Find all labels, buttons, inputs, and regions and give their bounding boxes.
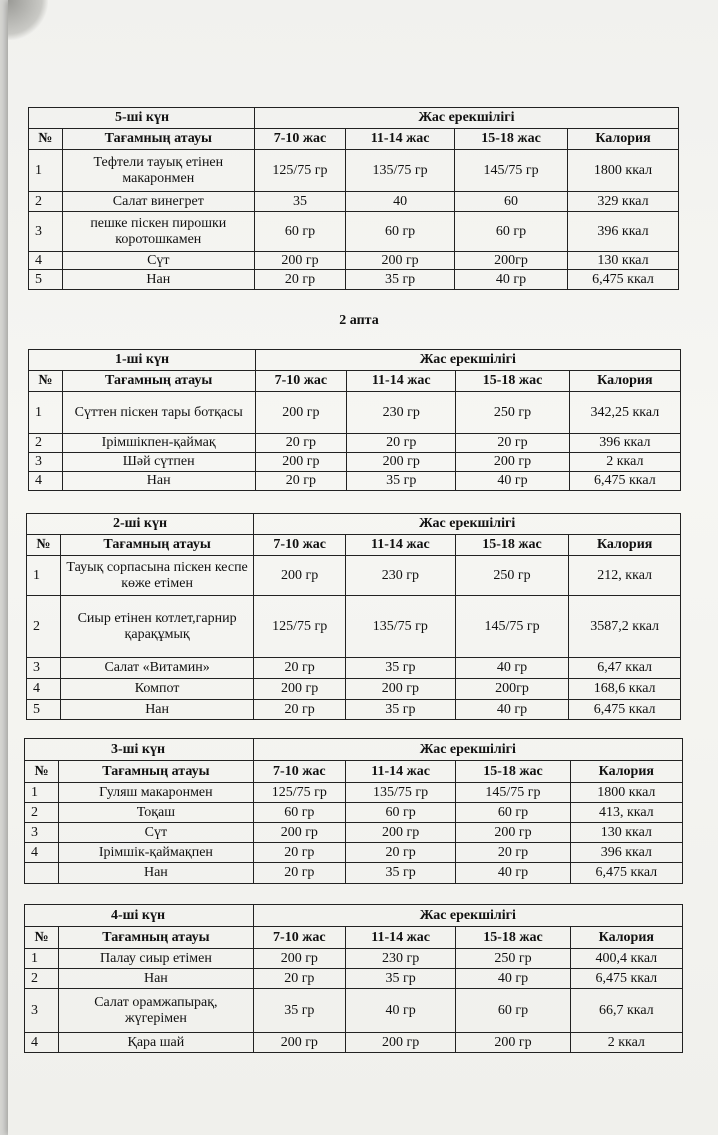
portion-15-18: 145/75 гр xyxy=(455,596,569,658)
table-row xyxy=(29,252,679,270)
calories: 6,475 ккал xyxy=(569,472,680,491)
dish-header: Тағамның атауы xyxy=(62,371,255,392)
dish-name: Салат орамжапырақ, жүгерімен xyxy=(59,989,254,1033)
portion-15-18: 250 гр xyxy=(455,556,569,596)
table-row xyxy=(29,472,681,491)
row-num: 2 xyxy=(29,192,63,212)
table-row xyxy=(25,803,683,823)
portion-7-10: 200 гр xyxy=(253,1033,345,1053)
portion-11-14: 60 гр xyxy=(345,803,455,823)
column-header-row xyxy=(29,129,679,150)
dish-name: Ірімшік-қаймақпен xyxy=(59,843,254,863)
calories: 6,475 ккал xyxy=(570,863,682,884)
dish-name: Компот xyxy=(60,679,253,700)
portion-11-14: 35 гр xyxy=(346,658,456,679)
table-row xyxy=(27,596,681,658)
portion-7-10: 125/75 гр xyxy=(254,150,345,192)
column-header-row xyxy=(25,927,683,949)
calories: 329 ккал xyxy=(568,192,679,212)
portion-15-18: 200гр xyxy=(455,679,569,700)
dish-name: Қара шай xyxy=(59,1033,254,1053)
portion-7-10: 20 гр xyxy=(255,472,346,491)
age-15-18-header: 15-18 жас xyxy=(456,761,570,783)
row-num: 5 xyxy=(29,270,63,290)
portion-15-18: 60 гр xyxy=(456,803,570,823)
portion-15-18: 40 гр xyxy=(456,472,569,491)
portion-11-14: 200 гр xyxy=(345,823,455,843)
portion-7-10: 35 гр xyxy=(253,989,345,1033)
dish-name: Сүт xyxy=(59,823,254,843)
portion-7-10: 35 xyxy=(254,192,345,212)
portion-7-10: 20 гр xyxy=(254,658,346,679)
portion-7-10: 20 гр xyxy=(253,863,345,884)
day-label: 2-ші күн xyxy=(27,514,254,535)
age-11-14-header: 11-14 жас xyxy=(346,129,455,150)
row-num: 1 xyxy=(27,556,61,596)
dish-name: Сүттен піскен тары ботқасы xyxy=(62,392,255,434)
table-row xyxy=(27,658,681,679)
age-group-header: Жас ерекшілігі xyxy=(255,350,680,371)
calories: 130 ккал xyxy=(568,252,679,270)
age-15-18-header: 15-18 жас xyxy=(455,129,568,150)
calorie-header: Калория xyxy=(569,535,681,556)
row-num: 3 xyxy=(25,989,59,1033)
portion-11-14: 200 гр xyxy=(346,252,455,270)
dish-header: Тағамның атауы xyxy=(59,761,254,783)
table-row xyxy=(25,823,683,843)
table-row xyxy=(29,270,679,290)
menu-table-day xyxy=(28,107,679,290)
calories: 396 ккал xyxy=(568,212,679,252)
portion-7-10: 200 гр xyxy=(254,679,346,700)
menu-table-day xyxy=(24,738,683,884)
age-15-18-header: 15-18 жас xyxy=(455,535,569,556)
portion-15-18: 145/75 гр xyxy=(456,783,570,803)
portion-7-10: 200 гр xyxy=(254,556,346,596)
row-num: 4 xyxy=(25,843,59,863)
row-num: 1 xyxy=(25,783,59,803)
column-header-row xyxy=(29,371,681,392)
dish-header: Тағамның атауы xyxy=(62,129,254,150)
table-header-row xyxy=(29,108,679,129)
table-row xyxy=(29,392,681,434)
age-7-10-header: 7-10 жас xyxy=(254,535,346,556)
dish-header: Тағамның атауы xyxy=(60,535,253,556)
row-num: 3 xyxy=(29,453,63,472)
age-15-18-header: 15-18 жас xyxy=(456,371,569,392)
portion-11-14: 135/75 гр xyxy=(345,783,455,803)
table-header-row xyxy=(25,739,683,761)
portion-7-10: 200 гр xyxy=(253,823,345,843)
portion-7-10: 125/75 гр xyxy=(254,596,346,658)
portion-11-14: 40 xyxy=(346,192,455,212)
row-num: 2 xyxy=(29,434,63,453)
age-11-14-header: 11-14 жас xyxy=(345,761,455,783)
calories: 400,4 ккал xyxy=(570,949,682,969)
portion-15-18: 200гр xyxy=(455,252,568,270)
portion-7-10: 60 гр xyxy=(254,212,345,252)
age-7-10-header: 7-10 жас xyxy=(255,371,346,392)
dish-name: Палау сиыр етімен xyxy=(59,949,254,969)
row-num: 4 xyxy=(25,1033,59,1053)
dish-name: Гуляш макаронмен xyxy=(59,783,254,803)
portion-15-18: 60 гр xyxy=(455,212,568,252)
portion-11-14: 200 гр xyxy=(346,679,456,700)
portion-15-18: 200 гр xyxy=(456,453,569,472)
day-label: 3-ші күн xyxy=(25,739,254,761)
dish-name: Нан xyxy=(60,700,253,720)
portion-15-18: 40 гр xyxy=(456,863,570,884)
portion-11-14: 35 гр xyxy=(347,472,456,491)
age-11-14-header: 11-14 жас xyxy=(345,927,455,949)
calories: 396 ккал xyxy=(569,434,680,453)
age-7-10-header: 7-10 жас xyxy=(254,129,345,150)
menu-table-day xyxy=(26,513,681,720)
table-row xyxy=(25,863,683,884)
dish-name: Салат винегрет xyxy=(62,192,254,212)
row-num: 4 xyxy=(29,252,63,270)
dish-name: Тауық сорпасына піскен кеспе көже етімен xyxy=(60,556,253,596)
row-num: 1 xyxy=(25,949,59,969)
portion-7-10: 20 гр xyxy=(254,700,346,720)
table-row xyxy=(29,212,679,252)
portion-11-14: 135/75 гр xyxy=(346,150,455,192)
portion-11-14: 230 гр xyxy=(347,392,456,434)
paper-corner-shadow xyxy=(8,0,48,40)
portion-15-18: 200 гр xyxy=(456,823,570,843)
table-row xyxy=(25,1033,683,1053)
portion-15-18: 60 xyxy=(455,192,568,212)
dish-name: Шәй сүтпен xyxy=(62,453,255,472)
row-num xyxy=(25,863,59,884)
row-num: 2 xyxy=(25,803,59,823)
dish-name: Тоқаш xyxy=(59,803,254,823)
calories: 6,475 ккал xyxy=(568,270,679,290)
table-row xyxy=(25,969,683,989)
portion-11-14: 230 гр xyxy=(345,949,455,969)
age-group-header: Жас ерекшілігі xyxy=(253,905,682,927)
portion-11-14: 230 гр xyxy=(346,556,456,596)
dish-name: Тефтели тауық етінен макаронмен xyxy=(62,150,254,192)
age-group-header: Жас ерекшілігі xyxy=(254,108,678,129)
calories: 2 ккал xyxy=(569,453,680,472)
portion-7-10: 60 гр xyxy=(253,803,345,823)
portion-15-18: 40 гр xyxy=(455,700,569,720)
table-header-row xyxy=(27,514,681,535)
table-row xyxy=(29,150,679,192)
table-row xyxy=(25,843,683,863)
column-header-row xyxy=(27,535,681,556)
day-label: 1-ші күн xyxy=(29,350,256,371)
day-label: 5-ші күн xyxy=(29,108,255,129)
portion-15-18: 145/75 гр xyxy=(455,150,568,192)
dish-name: Нан xyxy=(62,270,254,290)
menu-table-day xyxy=(24,904,683,1053)
row-num: 3 xyxy=(25,823,59,843)
table-header-row xyxy=(25,905,683,927)
calorie-header: Калория xyxy=(568,129,679,150)
portion-11-14: 35 гр xyxy=(346,700,456,720)
portion-7-10: 200 гр xyxy=(255,453,346,472)
calories: 66,7 ккал xyxy=(570,989,682,1033)
portion-15-18: 250 гр xyxy=(456,392,569,434)
portion-7-10: 200 гр xyxy=(255,392,346,434)
table-row xyxy=(25,949,683,969)
portion-7-10: 200 гр xyxy=(253,949,345,969)
row-num: 2 xyxy=(27,596,61,658)
portion-7-10: 20 гр xyxy=(253,969,345,989)
portion-7-10: 20 гр xyxy=(254,270,345,290)
num-header: № xyxy=(25,761,59,783)
calories: 6,475 ккал xyxy=(570,969,682,989)
row-num: 5 xyxy=(27,700,61,720)
portion-15-18: 40 гр xyxy=(455,658,569,679)
table-row xyxy=(27,700,681,720)
table-row xyxy=(29,434,681,453)
age-group-header: Жас ерекшілігі xyxy=(254,514,681,535)
portion-11-14: 135/75 гр xyxy=(346,596,456,658)
day-label: 4-ші күн xyxy=(25,905,254,927)
table-row xyxy=(29,453,681,472)
row-num: 2 xyxy=(25,969,59,989)
calories: 396 ккал xyxy=(570,843,682,863)
calorie-header: Калория xyxy=(570,927,682,949)
row-num: 3 xyxy=(29,212,63,252)
calories: 1800 ккал xyxy=(570,783,682,803)
menu-table-day xyxy=(28,349,681,491)
calories: 2 ккал xyxy=(570,1033,682,1053)
portion-11-14: 35 гр xyxy=(345,863,455,884)
age-11-14-header: 11-14 жас xyxy=(346,535,456,556)
calories: 168,6 ккал xyxy=(569,679,681,700)
row-num: 4 xyxy=(27,679,61,700)
portion-11-14: 20 гр xyxy=(345,843,455,863)
calories: 3587,2 ккал xyxy=(569,596,681,658)
portion-15-18: 250 гр xyxy=(456,949,570,969)
dish-header: Тағамның атауы xyxy=(59,927,254,949)
calories: 6,475 ккал xyxy=(569,700,681,720)
portion-11-14: 200 гр xyxy=(347,453,456,472)
portion-7-10: 200 гр xyxy=(254,252,345,270)
age-7-10-header: 7-10 жас xyxy=(253,761,345,783)
row-num: 4 xyxy=(29,472,63,491)
num-header: № xyxy=(25,927,59,949)
portion-7-10: 125/75 гр xyxy=(253,783,345,803)
calorie-header: Калория xyxy=(570,761,682,783)
dish-name: Нан xyxy=(59,863,254,884)
num-header: № xyxy=(29,129,63,150)
num-header: № xyxy=(29,371,63,392)
calories: 1800 ккал xyxy=(568,150,679,192)
portion-11-14: 35 гр xyxy=(345,969,455,989)
portion-11-14: 60 гр xyxy=(346,212,455,252)
table-row xyxy=(29,192,679,212)
age-11-14-header: 11-14 жас xyxy=(347,371,456,392)
calorie-header: Калория xyxy=(569,371,680,392)
dish-name: пешке піскен пирошки коротошкамен xyxy=(62,212,254,252)
portion-15-18: 60 гр xyxy=(456,989,570,1033)
table-row xyxy=(27,679,681,700)
num-header: № xyxy=(27,535,61,556)
week-title: 2 апта xyxy=(339,313,379,328)
dish-name: Нан xyxy=(62,472,255,491)
age-7-10-header: 7-10 жас xyxy=(253,927,345,949)
table-row xyxy=(25,783,683,803)
table-row xyxy=(25,989,683,1033)
dish-name: Салат «Витамин» xyxy=(60,658,253,679)
table-header-row xyxy=(29,350,681,371)
row-num: 1 xyxy=(29,150,63,192)
portion-11-14: 20 гр xyxy=(347,434,456,453)
portion-7-10: 20 гр xyxy=(255,434,346,453)
portion-15-18: 20 гр xyxy=(456,843,570,863)
calories: 413, ккал xyxy=(570,803,682,823)
portion-15-18: 40 гр xyxy=(456,969,570,989)
portion-7-10: 20 гр xyxy=(253,843,345,863)
calories: 212, ккал xyxy=(569,556,681,596)
portion-15-18: 200 гр xyxy=(456,1033,570,1053)
row-num: 1 xyxy=(29,392,63,434)
age-15-18-header: 15-18 жас xyxy=(456,927,570,949)
portion-11-14: 200 гр xyxy=(345,1033,455,1053)
portion-11-14: 40 гр xyxy=(345,989,455,1033)
age-group-header: Жас ерекшілігі xyxy=(253,739,682,761)
calories: 6,47 ккал xyxy=(569,658,681,679)
dish-name: Ірімшікпен-қаймақ xyxy=(62,434,255,453)
row-num: 3 xyxy=(27,658,61,679)
dish-name: Сиыр етінен котлет,гарнир қарақұмық xyxy=(60,596,253,658)
portion-15-18: 20 гр xyxy=(456,434,569,453)
column-header-row xyxy=(25,761,683,783)
dish-name: Сүт xyxy=(62,252,254,270)
calories: 130 ккал xyxy=(570,823,682,843)
portion-15-18: 40 гр xyxy=(455,270,568,290)
portion-11-14: 35 гр xyxy=(346,270,455,290)
table-row xyxy=(27,556,681,596)
dish-name: Нан xyxy=(59,969,254,989)
calories: 342,25 ккал xyxy=(569,392,680,434)
